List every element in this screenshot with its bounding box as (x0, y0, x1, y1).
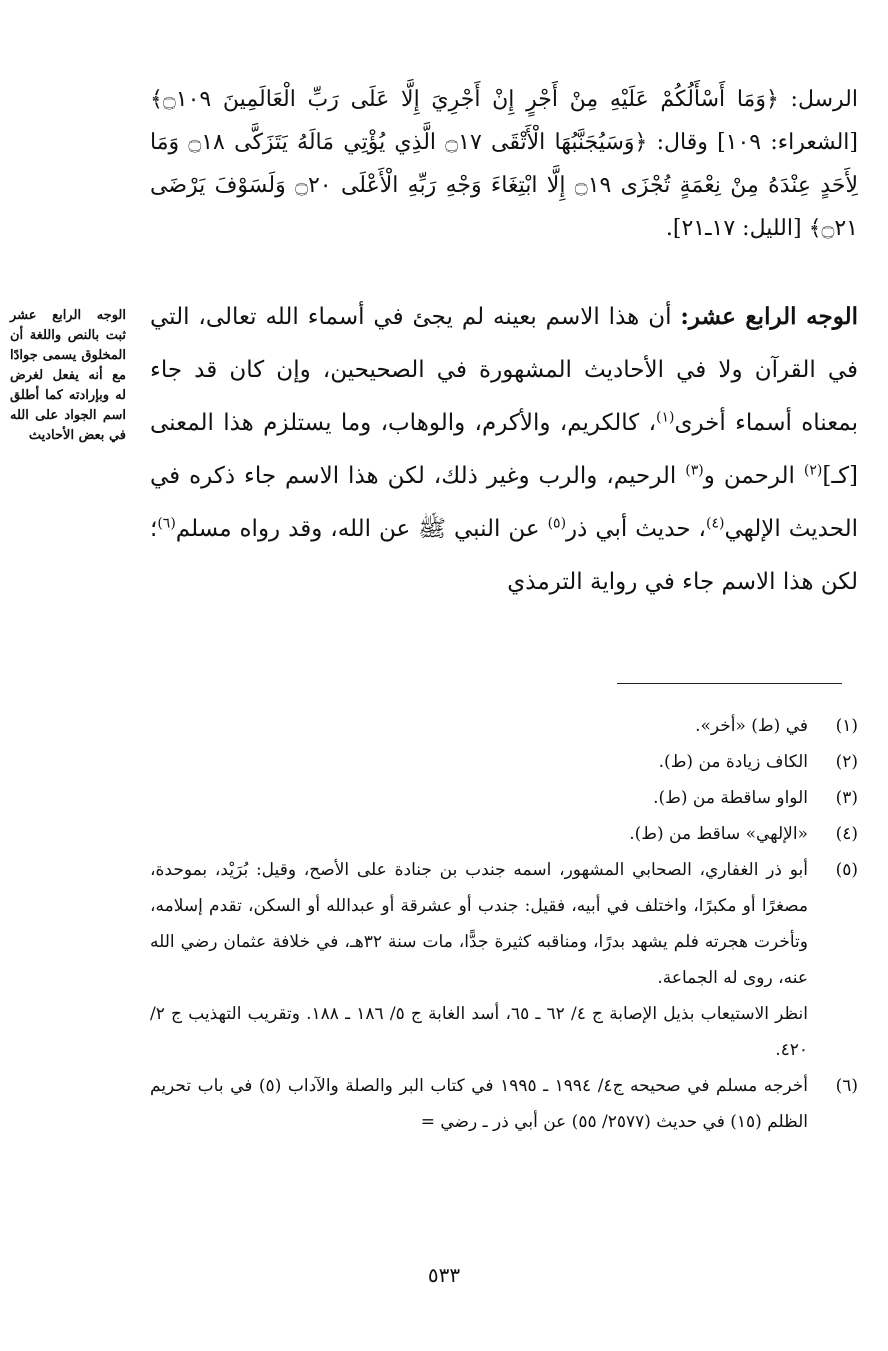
footnote-number: (٥) (835, 860, 858, 880)
footnote-text: الكاف زيادة من (ط). (658, 752, 808, 772)
body-text: ، كالكريم، والأكرم، والوهاب، وما يستلزم هذا المعنى [كـ] (150, 410, 858, 489)
footnote-text: في (ط) «أخر». (695, 716, 808, 736)
body-text: ؛ لكن هذا الاسم جاء في رواية الترمذي (150, 516, 858, 595)
main-paragraph (150, 290, 858, 609)
footnote-ref[interactable]: (٦) (157, 515, 176, 532)
footnote-number: (٦) (835, 1076, 858, 1096)
body-text: ، حديث أبي ذر (566, 516, 706, 542)
footnote-number: (٤) (835, 824, 858, 844)
footnote-text: «الإلهي» ساقط من (ط). (629, 824, 808, 844)
footnote (150, 852, 858, 1068)
footnote (150, 744, 858, 780)
footnote-number: (٢) (835, 752, 858, 772)
footnote-ref[interactable]: (١) (656, 409, 675, 426)
footnote (150, 1068, 858, 1140)
footnote (150, 780, 858, 816)
footnote-text: الواو ساقطة من (ط). (653, 788, 808, 808)
body-text: الرحيم، والرب وغير ذلك، لكن هذا الاسم جاء ذكره في الحديث الإلهي (150, 463, 858, 542)
footnote-text: أخرجه مسلم في صحيحه ج٤/ ١٩٩٤ ـ ١٩٩٥ في كتاب البر والصلة والآداب (٥) في باب تحريم الظلم (١٥) في حديث (٢٥٧٧/ ٥٥) عن أبي ذر ـ رضي = (150, 1076, 808, 1132)
body-text: عن النبي ﷺ عن الله، وقد رواه مسلم (175, 516, 548, 542)
page-number: ٥٣٣ (427, 1263, 461, 1287)
body-text: الرحمن و (703, 463, 804, 489)
footnote (150, 816, 858, 852)
verse-text: الرسل: ﴿وَمَا أَسْأَلُكُمْ عَلَيْهِ مِنْ أَجْرٍ إِنْ أَجْرِيَ إِلَّا عَلَى رَبِّ الْعَالَمِينَ ۝١٠٩﴾ [الشعراء: ١٠٩] وقال: ﴿وَسَيُجَنَّبُهَا الْأَتْقَى ۝١٧ الَّذِي يُؤْتِي مَالَهُ يَتَزَكَّى ۝١٨ وَمَا لِأَحَدٍ عِنْدَهُ مِنْ نِعْمَةٍ تُجْزَى ۝١٩ إِلَّا ابْتِغَاءَ وَجْهِ رَبِّهِ الْأَعْلَى ۝٢٠ وَلَسَوْفَ يَرْضَى ۝٢١﴾ [الليل: ١٧ـ٢١]. (150, 87, 859, 241)
footnote-ref[interactable]: (٤) (705, 515, 725, 532)
footnote-number: (١) (835, 716, 858, 736)
footnote-ref[interactable]: (٢) (803, 462, 823, 479)
section-heading: الوجه الرابع عشر: (680, 303, 858, 330)
footnote-separator (617, 683, 842, 684)
footnote (150, 708, 858, 744)
footnotes (150, 708, 858, 1140)
body-text: أن هذا الاسم بعينه لم يجئ في أسماء الله تعالى، التي في القرآن ولا في الأحاديث المشهورة في الصحيحين، وإن كان قد جاء بمعناه أسماء أخرى (150, 304, 858, 436)
margin-note: الوجه الرابع عشر ثبت بالنص واللغة أن المخلوق يسمى جوادًا مع أنه يفعل لغرض له وبإرادته كما أطلق اسم الجواد على الله في بعض الأحاديث (10, 308, 126, 443)
quran-verse-paragraph (150, 78, 858, 250)
footnote-ref[interactable]: (٥) (547, 515, 567, 532)
footnote-source: انظر الاستيعاب بذيل الإصابة ج ٤/ ٦٢ ـ ٦٥، أسد الغابة ج ٥/ ١٨٦ ـ ١٨٨. وتقريب التهذيب ج ٢/ ٤٢٠. (150, 1004, 808, 1060)
footnote-text: أبو ذر الغفاري، الصحابي المشهور، اسمه جندب بن جنادة على الأصح، وقيل: بُرَيْد، بموحدة، مصغرًا أو مكبرًا، واختلف في أبيه، فقيل: جندب أو عشرقة أو عبدالله أو السكن، تقدم إسلامه، وتأخرت هجرته فلم يشهد بدرًا، ومناقبه كثيرة جدًّا، مات سنة ٣٢هـ، في خلافة عثمان رضي الله عنه، روى له الجماعة. (150, 860, 808, 988)
footnote-number: (٣) (835, 788, 858, 808)
footnote-body (150, 852, 808, 1068)
footnote-ref[interactable]: (٣) (685, 462, 704, 479)
